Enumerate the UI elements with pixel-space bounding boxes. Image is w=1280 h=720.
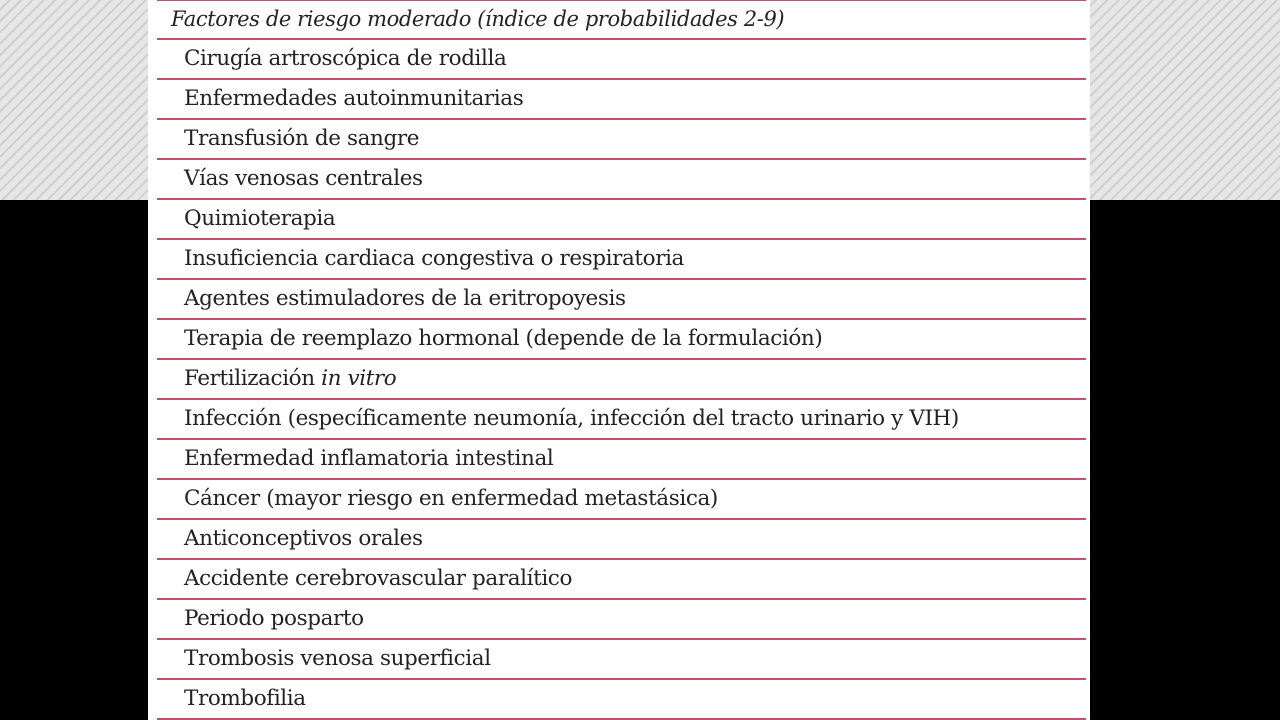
row-label: Trombosis venosa superficial bbox=[184, 646, 491, 671]
row-label: Transfusión de sangre bbox=[184, 126, 420, 151]
table-header: Factores de riesgo moderado (índice de probabilidades 2-9) bbox=[171, 7, 785, 31]
table-row bbox=[157, 520, 1086, 560]
row-label: Agentes estimuladores de la eritropoyesis bbox=[184, 286, 626, 311]
row-label: Enfermedades autoinmunitarias bbox=[184, 86, 524, 111]
row-label: Anticonceptivos orales bbox=[184, 526, 423, 551]
table-row bbox=[157, 440, 1086, 480]
table-row bbox=[157, 280, 1086, 320]
row-label: Infección (específicamente neumonía, infección del tracto urinario y VIH) bbox=[184, 406, 959, 431]
row-label: Trombofilia bbox=[184, 686, 306, 711]
row-label: Periodo posparto bbox=[184, 606, 364, 631]
table-row bbox=[157, 480, 1086, 520]
table-row bbox=[157, 640, 1086, 680]
row-label: Enfermedad inflamatoria intestinal bbox=[184, 446, 554, 471]
table-row bbox=[157, 560, 1086, 600]
row-label-prefix: Fertilización bbox=[184, 366, 322, 391]
table-row bbox=[157, 400, 1086, 440]
row-label: Cáncer (mayor riesgo en enfermedad metastásica) bbox=[184, 486, 718, 511]
table-row bbox=[157, 680, 1086, 720]
table-row bbox=[157, 360, 1086, 400]
row-label: Terapia de reemplazo hormonal (depende de la formulación) bbox=[184, 326, 823, 351]
table-row bbox=[157, 200, 1086, 240]
row-label: Quimioterapia bbox=[184, 206, 336, 231]
table-row bbox=[157, 240, 1086, 280]
table-row bbox=[157, 320, 1086, 360]
table-row bbox=[157, 120, 1086, 160]
table-row bbox=[157, 40, 1086, 80]
row-label: Vías venosas centrales bbox=[184, 166, 423, 191]
row-label: Insuficiencia cardiaca congestiva o respiratoria bbox=[184, 246, 684, 271]
document-page bbox=[148, 0, 1090, 720]
risk-factors-table bbox=[157, 0, 1086, 720]
table-row bbox=[157, 80, 1086, 120]
table-row bbox=[157, 160, 1086, 200]
row-label: Cirugía artroscópica de rodilla bbox=[184, 46, 507, 71]
table-row bbox=[157, 600, 1086, 640]
row-label bbox=[184, 360, 396, 398]
row-label-italic: in vitro bbox=[321, 366, 397, 391]
table-header-row bbox=[157, 0, 1086, 40]
row-label: Accidente cerebrovascular paralítico bbox=[184, 566, 572, 591]
